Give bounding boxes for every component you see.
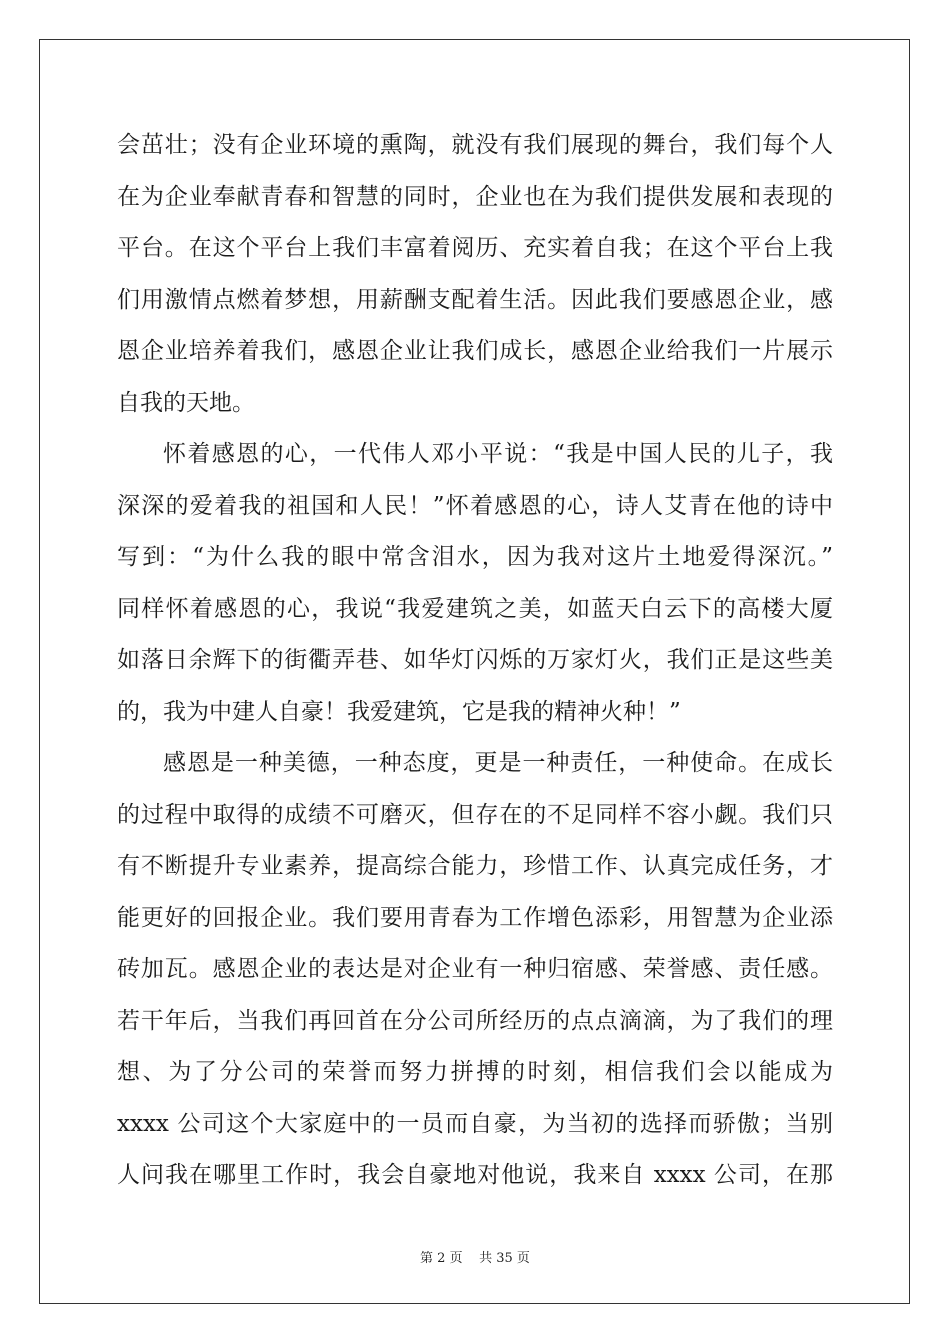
- text-line: 能更好的回报企业。我们要用青春为工作增色添彩，用智慧为企业添: [117, 904, 833, 931]
- text-line: 的，我为中建人自豪！我爱建筑，它是我的精神火种！”: [117, 698, 681, 725]
- text-line: 恩企业培养着我们，感恩企业让我们成长，感恩企业给我们一片展示: [117, 338, 833, 364]
- page-number: 第 2 页: [420, 1251, 463, 1266]
- text-line: 感恩是一种美德，一种态度，更是一种责任，一种使命。在成长: [163, 750, 833, 776]
- page-footer: [0, 1247, 950, 1266]
- text-line: 想、为了分公司的荣誉而努力拼搏的时刻，相信我们会以能成为: [117, 1059, 833, 1085]
- text-line: 会茁壮；没有企业环境的熏陶，就没有我们展现的舞台，我们每个人: [117, 132, 833, 158]
- document-body: [117, 120, 833, 1202]
- text-line: 如落日余辉下的街衢弄巷、如华灯闪烁的万家灯火，我们正是这些美: [117, 647, 833, 673]
- text-line: 若干年后，当我们再回首在分公司所经历的点点滴滴，为了我们的理: [117, 1007, 833, 1034]
- text-line: 的过程中取得的成绩不可磨灭，但存在的不足同样不容小觑。我们只: [117, 801, 833, 828]
- text-line: 平台。在这个平台上我们丰富着阅历、充实着自我；在这个平台上我: [117, 235, 833, 261]
- text-line: 同样怀着感恩的心，我说“我爱建筑之美，如蓝天白云下的高楼大厦: [117, 595, 833, 622]
- text-line: 有不断提升专业素养，提高综合能力，珍惜工作、认真完成任务，才: [117, 853, 833, 879]
- page-total: 共 35 页: [479, 1251, 530, 1266]
- text-line: 在为企业奉献青春和智慧的同时，企业也在为我们提供发展和表现的: [117, 183, 833, 210]
- text-line: 们用激情点燃着梦想，用薪酬支配着生活。因此我们要感恩企业，感: [117, 286, 833, 313]
- text-line: 人问我在哪里工作时，我会自豪地对他说，我来自 xxxx 公司，在那: [117, 1162, 833, 1188]
- footer-separator: [463, 1251, 480, 1266]
- text-line: xxxx 公司这个大家庭中的一员而自豪，为当初的选择而骄傲；当别: [117, 1110, 833, 1137]
- text-line: 写到：“为什么我的眼中常含泪水，因为我对这片土地爱得深沉。”: [117, 544, 833, 570]
- text-line: 怀着感恩的心，一代伟人邓小平说：“我是中国人民的儿子，我: [163, 441, 833, 467]
- text-line: 自我的天地。: [117, 389, 255, 416]
- text-line: 砖加瓦。感恩企业的表达是对企业有一种归宿感、荣誉感、责任感。: [117, 956, 833, 982]
- text-line: 深深的爱着我的祖国和人民！”怀着感恩的心，诗人艾青在他的诗中: [117, 492, 833, 519]
